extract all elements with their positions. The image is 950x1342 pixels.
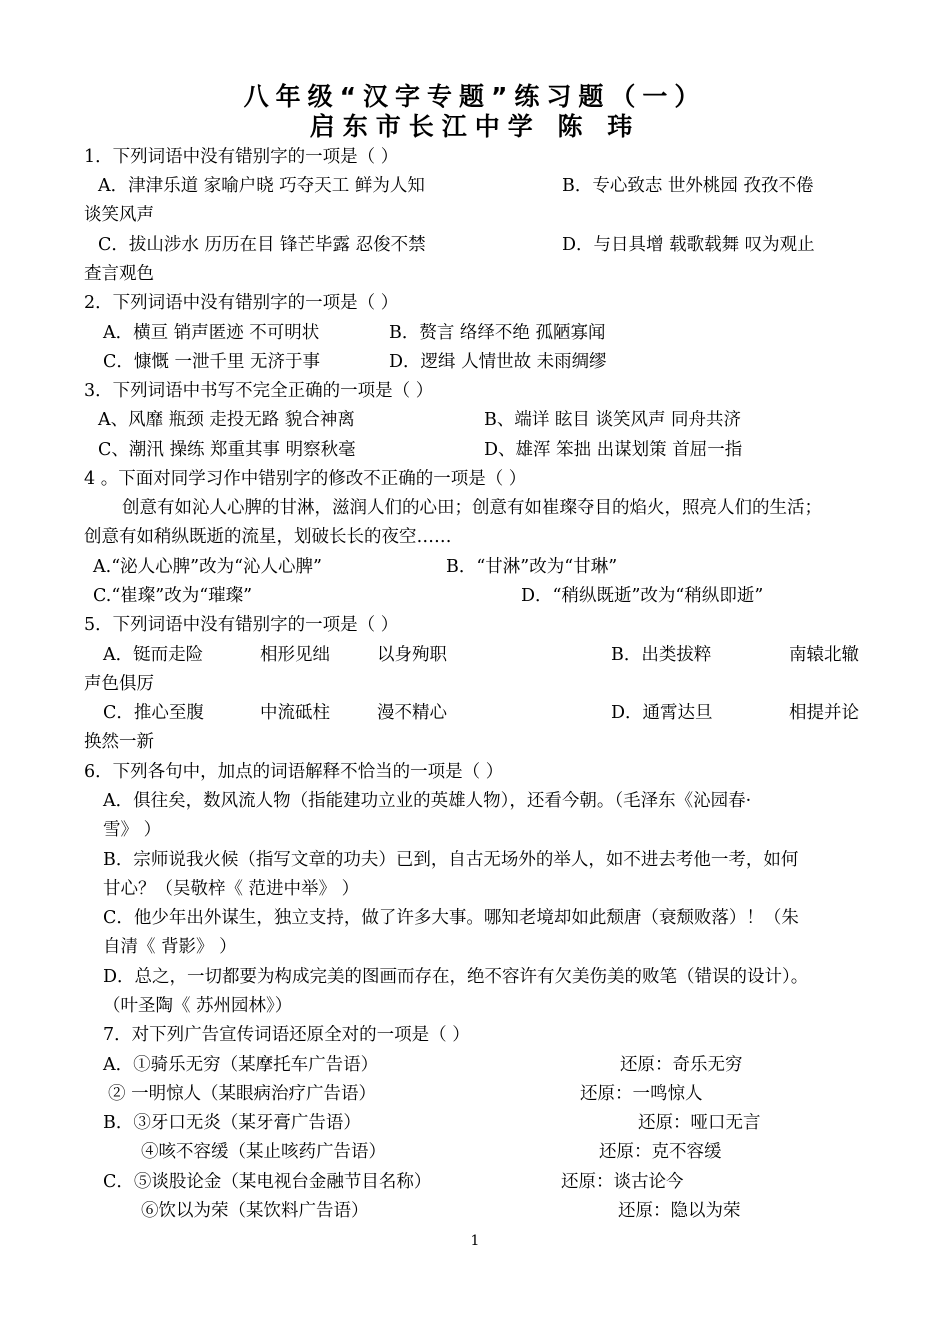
text-line: 3．下列词语中书写不完全正确的一项是（ ） <box>84 381 434 401</box>
text-line: 6．下列各句中，加点的词语解释不恰当的一项是（ ） <box>84 762 504 782</box>
text-line: B．出类拔粹 <box>611 645 712 665</box>
text-line: B．③牙口无炎（某牙膏广告语） <box>103 1113 361 1133</box>
page-number: 1 <box>470 1233 480 1249</box>
text-line: C．⑤谈股论金（某电视台金融节目名称） <box>103 1172 432 1192</box>
text-line: C、潮汛 操练 郑重其事 明察秋毫 <box>98 440 356 460</box>
text-line: 自清《 背影》 ） <box>103 937 237 957</box>
text-line: C.“崔璨”改为“璀璨” <box>93 586 253 606</box>
text-line: ⑥饮以为荣（某饮料广告语） <box>141 1201 369 1221</box>
text-line: 还原：一鸣惊人 <box>580 1084 703 1104</box>
text-line: 还原：谈古论今 <box>561 1172 684 1192</box>
page-title: 八年级“汉字专题”练习题（一） <box>243 82 707 111</box>
author-line: 启东市长江中学 陈 玮 <box>309 112 641 141</box>
text-line: 相形见绌 <box>260 645 330 665</box>
text-line: B．“甘淋”改为“甘琳” <box>446 557 618 577</box>
text-line: D．与日具增 载歌载舞 叹为观止 <box>562 235 815 255</box>
text-line: A.“泌人心脾”改为“沁人心脾” <box>93 557 322 577</box>
text-line: C．拔山涉水 历历在目 锋芒毕露 忍俊不禁 <box>98 235 426 255</box>
text-line: 创意有如稍纵既逝的流星，划破长长的夜空…… <box>84 527 452 547</box>
text-line: C．推心至腹 <box>103 703 204 723</box>
text-line: 查言观色 <box>84 264 154 284</box>
text-line: B．宗师说我火候（指写文章的功夫）已到，自古无场外的举人，如不进去考他一考，如何 <box>103 850 799 870</box>
text-line: 5．下列词语中没有错别字的一项是（ ） <box>84 615 399 635</box>
text-line: 中流砥柱 <box>260 703 330 723</box>
text-line: ④咳不容缓（某止咳药广告语） <box>141 1142 386 1162</box>
text-line: 还原：奇乐无穷 <box>620 1055 743 1075</box>
text-line: A．津津乐道 家喻户晓 巧夺天工 鲜为人知 <box>98 176 425 196</box>
text-line: 还原：隐以为荣 <box>618 1201 741 1221</box>
text-line: C．慷慨 一泄千里 无济于事 <box>103 352 321 372</box>
text-line: 谈笑风声 <box>84 205 154 225</box>
text-line: 以身殉职 <box>377 645 447 665</box>
text-line: D、雄浑 笨拙 出谋划策 首屈一指 <box>484 440 743 460</box>
text-line: B、端详 眩目 谈笑风声 同舟共济 <box>484 410 742 430</box>
text-line: 相提并论 <box>789 703 859 723</box>
text-line: B．专心致志 世外桃园 孜孜不倦 <box>562 176 814 196</box>
text-line: 7．对下列广告宣传词语还原全对的一项是（ ） <box>103 1025 470 1045</box>
text-line: A．①骑乐无穷（某摩托车广告语） <box>103 1055 379 1075</box>
text-line: C．他少年出外谋生，独立支持，做了许多大事。哪知老境却如此颓唐（衰颓败落）！（朱 <box>103 908 799 928</box>
text-line: 还原：克不容缓 <box>599 1142 722 1162</box>
text-line: D．逻缉 人情世故 未雨绸缪 <box>389 352 607 372</box>
text-line: D．总之，一切都要为构成完美的图画而存在，绝不容许有欠美伤美的败笔（错误的设计）。 <box>103 967 809 987</box>
text-line: D．“稍纵既逝”改为“稍纵即逝” <box>521 586 764 606</box>
text-line: A．铤而走险 <box>103 645 204 665</box>
text-line: 2．下列词语中没有错别字的一项是（ ） <box>84 293 399 313</box>
text-line: 雪》 ） <box>103 820 162 840</box>
text-line: B．赘言 络绎不绝 孤陋寡闻 <box>389 323 606 343</box>
text-line: 漫不精心 <box>377 703 447 723</box>
text-line: 还原：哑口无言 <box>638 1113 761 1133</box>
text-line: D．通霄达旦 <box>611 703 713 723</box>
text-line: 创意有如沁人心脾的甘淋，滋润人们的心田；创意有如崔璨夺目的焰火，照亮人们的生活； <box>122 498 822 518</box>
text-line: ② 一明惊人（某眼病治疗广告语） <box>108 1084 377 1104</box>
text-line: A、风靡 瓶颈 走投无路 貌合神离 <box>98 410 355 430</box>
text-line: A．横亘 销声匿迹 不可明状 <box>103 323 320 343</box>
text-line: A．俱往矣，数风流人物（指能建功立业的英雄人物），还看今朝。（毛泽东《沁园春· <box>103 791 752 811</box>
text-line: 甘心？（吴敬梓《 范进中举》 ） <box>103 879 360 899</box>
text-line: （叶圣陶《 苏州园林》） <box>103 996 293 1016</box>
text-line: 南辕北辙 <box>789 645 859 665</box>
text-line: 4 。下面对同学习作中错别字的修改不正确的一项是（ ） <box>84 469 527 489</box>
text-line: 声色俱厉 <box>84 674 154 694</box>
text-line: 换然一新 <box>84 732 154 752</box>
text-line: 1．下列词语中没有错别字的一项是（ ） <box>84 147 399 167</box>
